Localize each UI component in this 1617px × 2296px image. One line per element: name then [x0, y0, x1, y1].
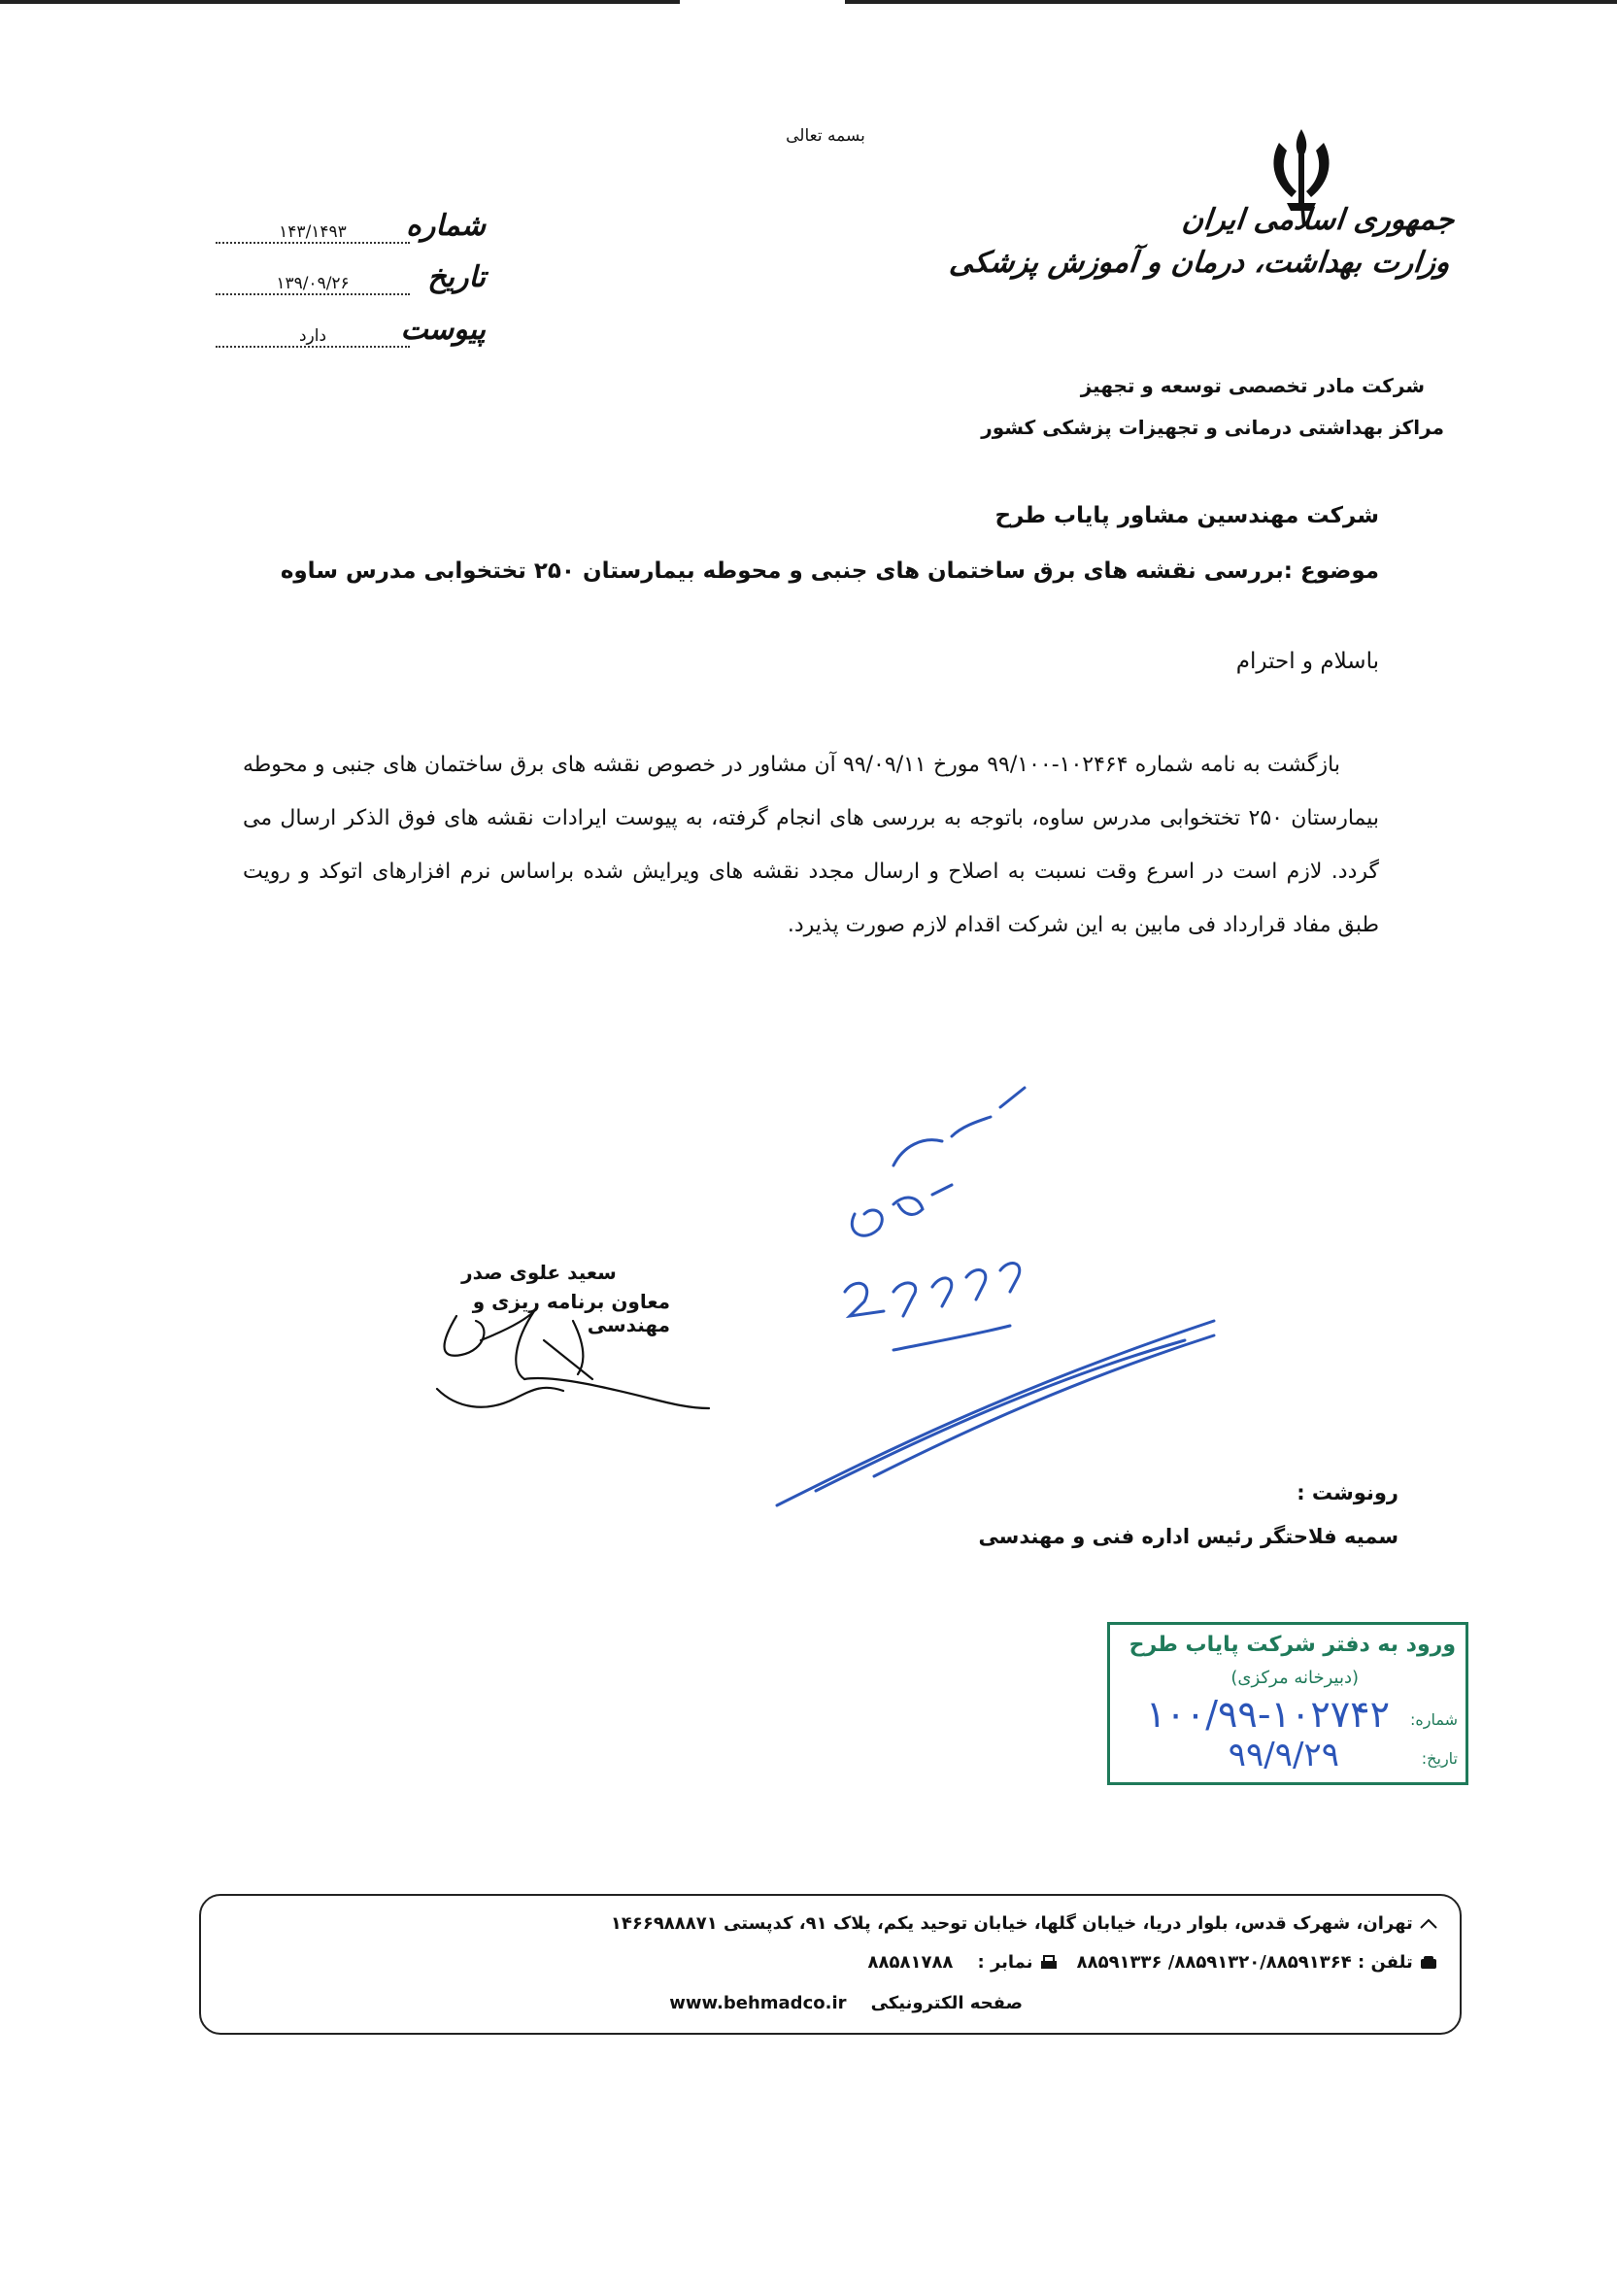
received-stamp: [1107, 1622, 1468, 1785]
ministry-line-2: وزارت بهداشت، درمان و آموزش پزشکی: [947, 246, 1452, 280]
subject: موضوع :بررسی نقشه های برق ساختمان های جنبی و محوطه بیمارستان ۲۵۰ تختخوابی مدرس ساوه: [280, 558, 1379, 584]
body-paragraph: [243, 738, 1379, 952]
footer-fax-label: نمابر :: [977, 1952, 1033, 1973]
ministry-line-1: جمهوری اسلامی ایران: [1180, 203, 1457, 237]
body-text: بازگشت به نامه شماره ۱۰۲۴۶۴-۹۹/۱۰۰ مورخ ۹۹/۰۹/۱۱ آن مشاور در خصوص نقشه های برق ساختمان های جنبی و محوطه بیمارستان ۲۵۰ تختخوابی مدرس ساوه، باتوجه به بررسی های انجام گرفته، به پیوست ایرادات نقشه های فوق الذکر ارسال می گردد. لازم است در اسرع وقت نسبت به اصلاح و ارسال مجدد نقشه های ویرایش شده براساس نرم افزارهای اتوکد و رویت طبق مفاد قرارداد فی مابین به این شرکت اقدام لازم صورت پذیرد.: [243, 753, 1380, 937]
company-subtitle: مراکز بهداشتی درمانی و تجهیزات پزشکی کشور: [981, 416, 1444, 439]
meta-date-value: ۱۳۹/۰۹/۲۶: [216, 274, 410, 295]
meta-number-label: شماره: [406, 209, 486, 243]
meta-attachment-label: پیوست: [400, 313, 486, 347]
meta-date: [194, 260, 486, 299]
footer-phone-label: تلفن :: [1357, 1952, 1413, 1973]
footer-address: تهران، شهرک قدس، بلوار دریا، خیابان گلها، خیابان توحید یکم، پلاک ۹۱، کدپستی ۱۴۶۶۹۸۸۸۷۱: [610, 1913, 1413, 1934]
greeting: باسلام و احترام: [1235, 649, 1379, 674]
footer-contact-line: [868, 1952, 1438, 1973]
fax-icon: [1039, 1955, 1059, 1971]
handwritten-note: [758, 1049, 1243, 1515]
footer: [199, 1894, 1462, 2035]
stamp-title: ورود به دفتر شرکت پایاب طرح: [1129, 1633, 1456, 1657]
footer-web-line: [669, 1993, 1023, 2013]
signer-title: معاون برنامه ریزی و مهندسی: [472, 1290, 670, 1336]
ministry-title: [947, 199, 1456, 285]
footer-address-line: [611, 1913, 1438, 1934]
cc-recipient: سمیه فلاحتگر رئیس اداره فنی و مهندسی: [978, 1525, 1398, 1548]
signature-icon: [418, 1282, 738, 1418]
meta-date-label: تاریخ: [427, 260, 486, 294]
stamp-number-label: شماره:: [1409, 1710, 1458, 1729]
meta-number-value: ۱۴۳/۱۴۹۳: [216, 222, 410, 244]
signer-name: سعید علوی صدر: [461, 1261, 617, 1284]
footer-fax: ۸۸۵۸۱۷۸۸: [867, 1952, 954, 1973]
stamp-number-value: ۱۰۰/۹۹-۱۰۲۷۴۲: [1145, 1693, 1390, 1736]
meta-attachment: [194, 313, 486, 352]
footer-phone: ۸۸۵۹۱۳۲۰/۸۸۵۹۱۳۶۴/ ۸۸۵۹۱۳۳۶: [1076, 1952, 1352, 1973]
stamp-date-value: ۹۹/۹/۲۹: [1228, 1736, 1339, 1774]
phone-icon: [1419, 1955, 1438, 1971]
footer-web-link[interactable]: www.behmadco.ir: [669, 1993, 847, 2013]
meta-number: [194, 209, 486, 248]
mail-icon: [1419, 1916, 1438, 1932]
bismillah: بسمه تعالی: [786, 126, 865, 146]
company-name: شرکت مادر تخصصی توسعه و تجهیز: [1080, 374, 1425, 397]
footer-web-label: صفحه الکترونیکی: [870, 1993, 1023, 2013]
scan-edge-gap: [680, 0, 845, 4]
stamp-subtitle: (دبیرخانه مرکزی): [1230, 1668, 1359, 1688]
stamp-date-label: تاریخ:: [1421, 1749, 1458, 1768]
meta-attachment-value: دارد: [216, 326, 410, 348]
cc-label: رونوشت :: [1297, 1481, 1398, 1504]
recipient: شرکت مهندسین مشاور پایاب طرح: [994, 503, 1379, 528]
